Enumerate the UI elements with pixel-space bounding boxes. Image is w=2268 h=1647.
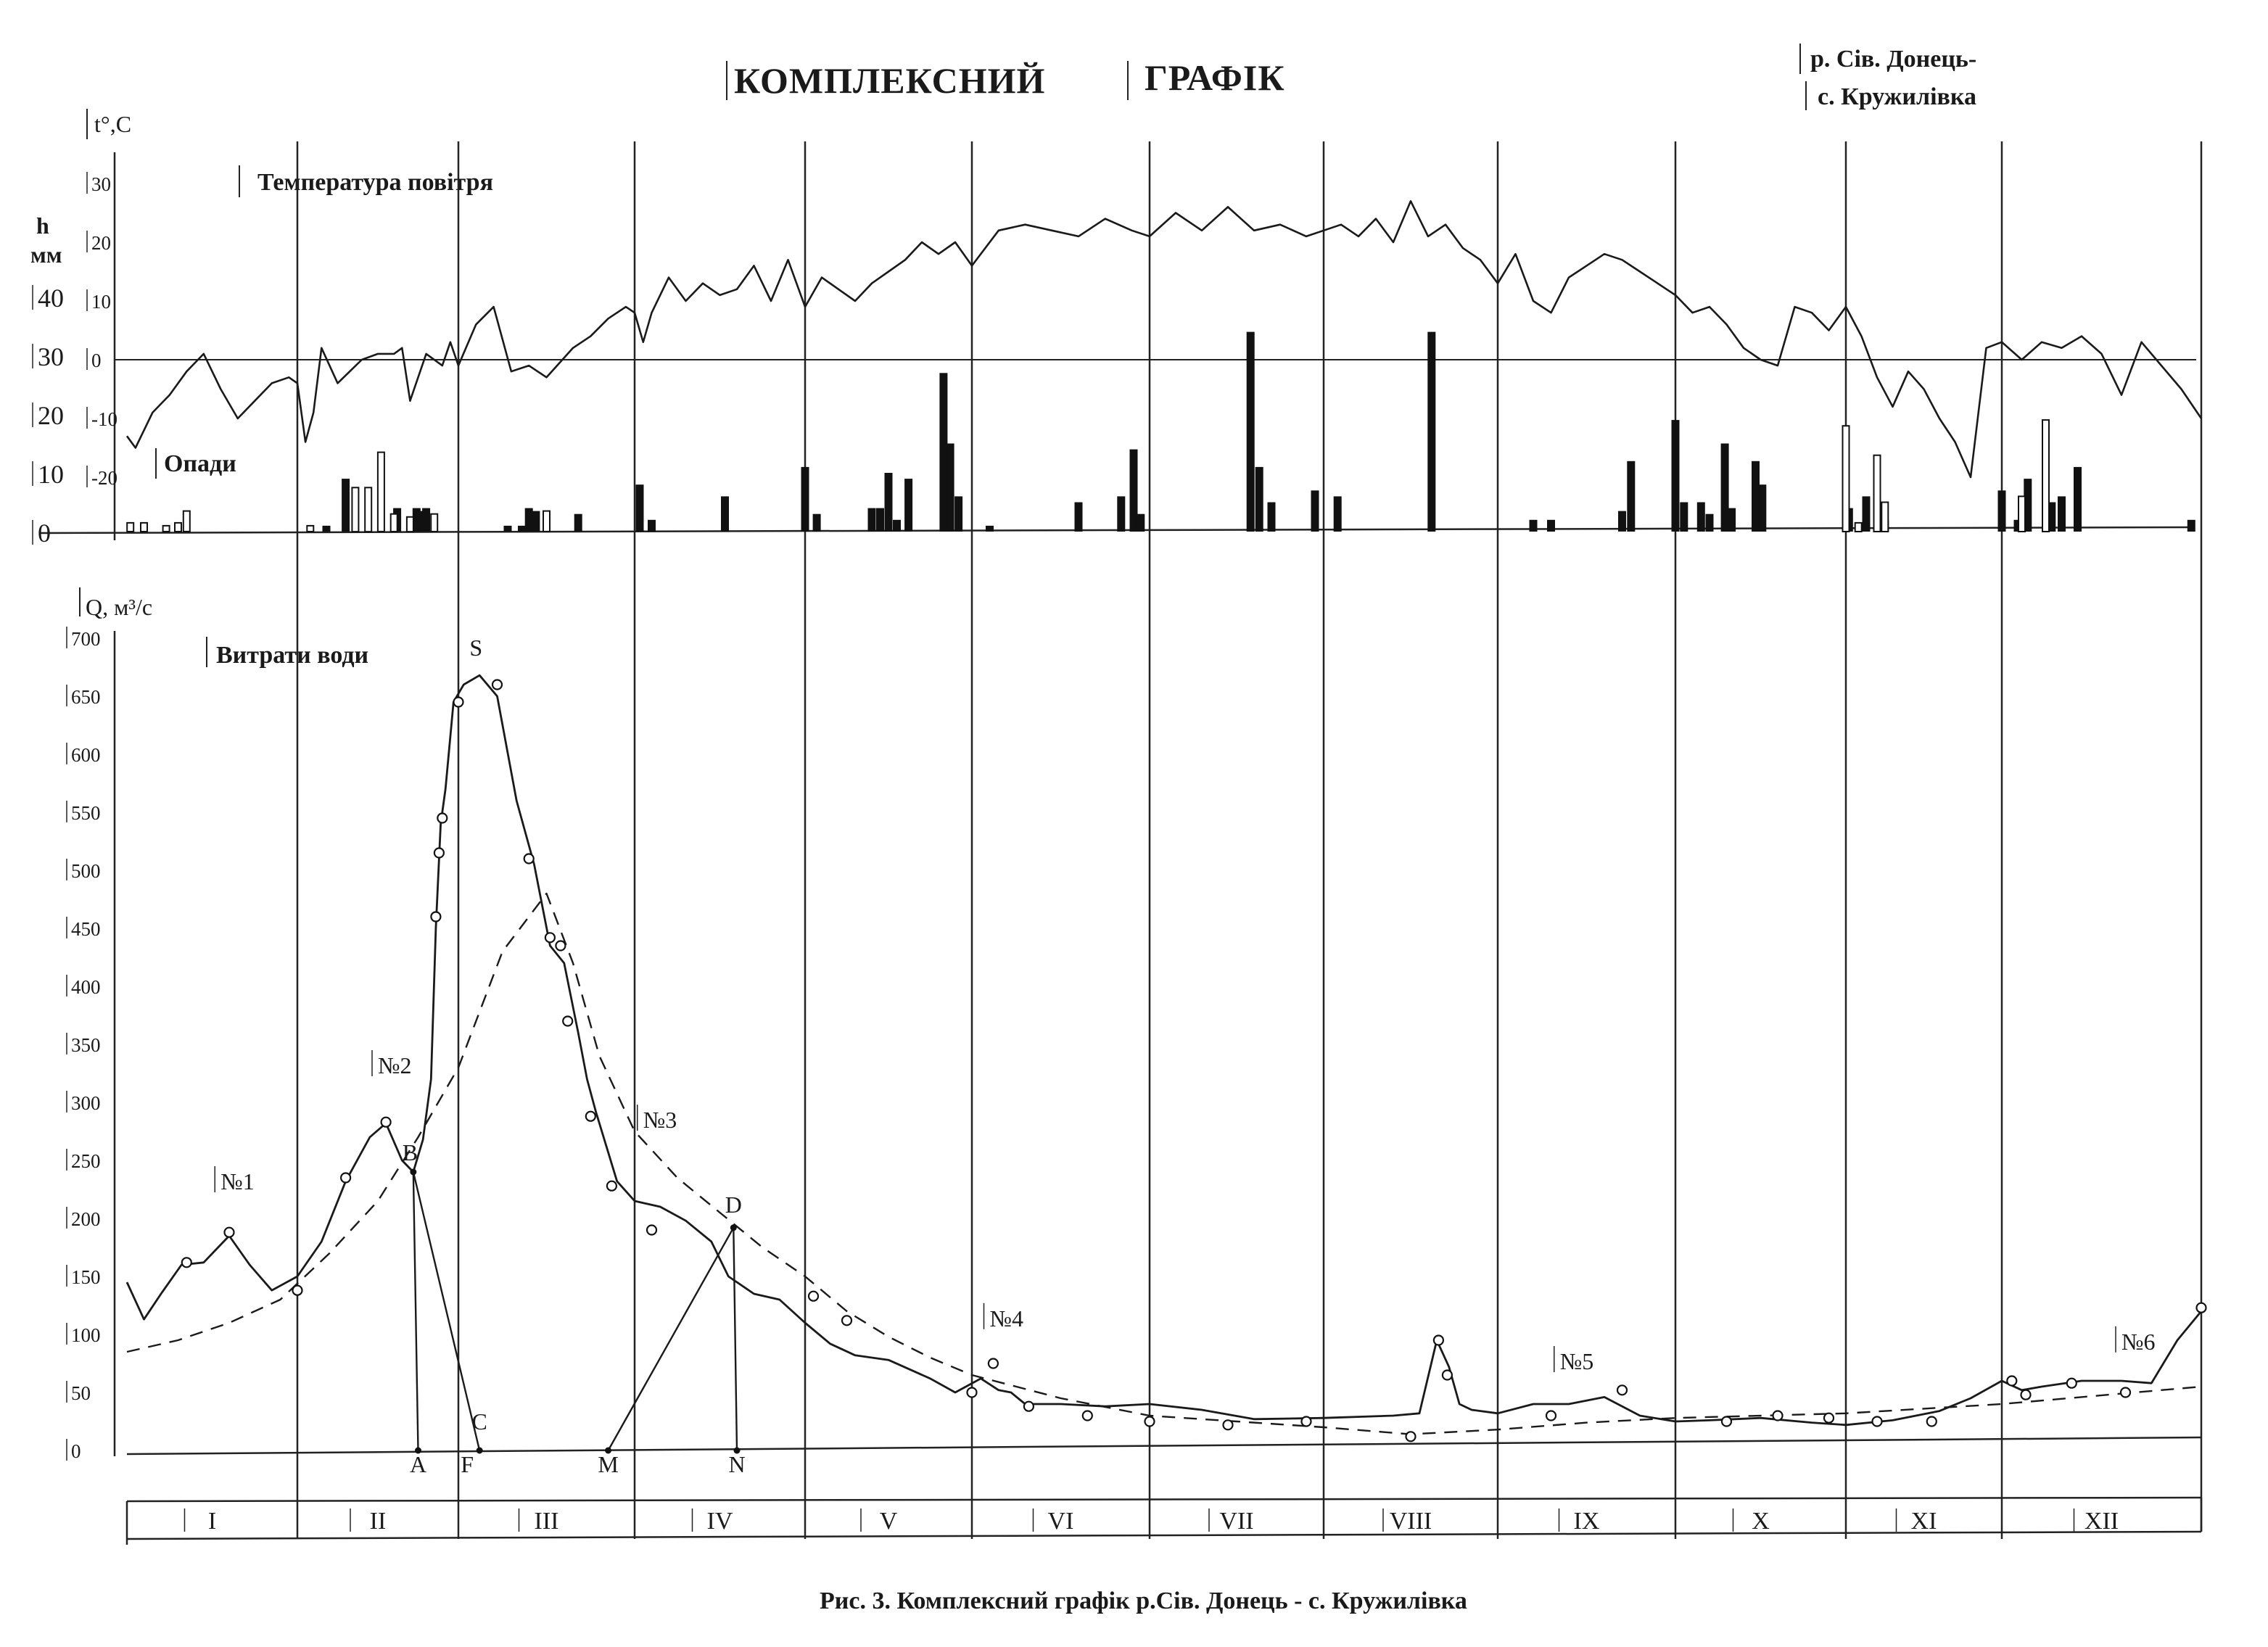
observed-point (434, 849, 444, 858)
discharge-tick-label: 0 (71, 1440, 81, 1462)
observed-point (492, 680, 502, 690)
precip-bar-liquid (127, 523, 133, 532)
precip-bar-liquid (1874, 455, 1881, 532)
observed-point (2007, 1376, 2016, 1386)
discharge-tick-label: 50 (71, 1382, 91, 1404)
temperature-panel-label: Температура повітря (257, 169, 493, 196)
observed-points (182, 680, 2206, 1442)
figure-title-left: КОМПЛЕКСНИЙ (734, 60, 1046, 101)
annotation-label: F (461, 1451, 474, 1477)
precip-bar-solid (813, 514, 821, 532)
precip-bar-solid (504, 526, 512, 532)
month-band-top (127, 1498, 2201, 1501)
observed-point (182, 1258, 191, 1267)
precip-bar-solid (876, 508, 884, 532)
precip-bar-liquid (183, 511, 190, 532)
precip-bar-solid (986, 526, 994, 532)
observed-point (607, 1181, 617, 1191)
annotation-label: A (409, 1451, 427, 1477)
annotation-label: B (402, 1139, 418, 1165)
annotation-label: №2 (378, 1052, 412, 1078)
discharge-tick-label: 400 (71, 976, 101, 998)
precip-bar-solid (1075, 503, 1083, 532)
precip-bar-solid (1728, 508, 1736, 532)
observed-point (1406, 1432, 1416, 1441)
precip-bar-solid (1672, 420, 1680, 532)
precipitation-tick-label: 0 (38, 519, 51, 548)
observed-point (556, 941, 565, 951)
discharge-panel-label: Витрати води (216, 642, 369, 669)
temperature-line (127, 201, 2201, 477)
precip-bar-solid (1721, 444, 1729, 532)
precip-bar-solid (1530, 520, 1538, 532)
precip-bar-solid (1627, 461, 1635, 532)
discharge-tick-label: 550 (71, 802, 101, 824)
month-label: X (1752, 1508, 1770, 1535)
observed-point (1617, 1385, 1627, 1395)
observed-point (1443, 1371, 1452, 1380)
observed-point (842, 1316, 851, 1325)
separation-node (410, 1169, 416, 1176)
month-label: III (534, 1508, 559, 1535)
temperature-series (127, 201, 2201, 477)
precip-bar-solid (574, 514, 582, 532)
precip-bar-solid (2074, 467, 2082, 532)
discharge-tick-label: 650 (71, 686, 101, 708)
precip-bar-solid (1680, 503, 1688, 532)
month-label: II (369, 1508, 387, 1535)
temperature-tick-label: -10 (91, 408, 117, 430)
precip-bar-solid (1706, 514, 1714, 532)
precip-bar-solid (1334, 496, 1342, 532)
separation-line (733, 1228, 737, 1450)
precip-bar-solid (518, 526, 526, 532)
separation-line (609, 1228, 734, 1450)
discharge-tick-label: 100 (71, 1324, 101, 1346)
precip-bar-solid (721, 496, 729, 532)
month-labels (185, 1508, 2119, 1535)
precip-bar-liquid (543, 511, 550, 532)
observed-point (431, 912, 440, 922)
discharge-tick-label: 500 (71, 860, 101, 882)
discharge-tick-label: 200 (71, 1208, 101, 1230)
annotation-label: №5 (1559, 1348, 1594, 1374)
precip-bar-solid (422, 508, 430, 532)
precip-bar-solid (954, 496, 962, 532)
observed-point (1546, 1411, 1556, 1421)
precip-bar-liquid (407, 517, 413, 532)
discharge-tick-label: 450 (71, 918, 101, 940)
observed-point (1083, 1411, 1092, 1421)
precip-bar-solid (1117, 496, 1125, 532)
observed-point (2121, 1388, 2130, 1398)
separation-line (413, 1172, 418, 1450)
observed-point (2197, 1303, 2206, 1313)
observed-point (1434, 1336, 1443, 1345)
discharge-ticks (67, 627, 101, 1462)
precip-bar-liquid (1881, 503, 1888, 532)
river-station-line1: р. Сів. Донець- (1810, 46, 1977, 73)
discharge-series (127, 675, 2201, 1434)
precip-bar-liquid (1843, 426, 1850, 532)
month-label: XI (1910, 1508, 1937, 1535)
separation-node (730, 1224, 737, 1231)
precipitation-tick-label: 40 (38, 284, 64, 313)
observed-point (545, 933, 555, 942)
temperature-tick-label: 0 (91, 350, 102, 371)
precip-bar-solid (342, 479, 350, 532)
annotation-label: №6 (2121, 1328, 2156, 1355)
discharge-tick-label: 300 (71, 1092, 101, 1114)
observed-point (1145, 1417, 1155, 1427)
month-band-bottom (127, 1532, 2201, 1539)
observed-point (1224, 1420, 1233, 1429)
precip-bar-solid (525, 508, 533, 532)
observed-point (1722, 1417, 1731, 1427)
precip-bar-solid (947, 444, 954, 532)
figure-title-right: ГРАФІК (1145, 57, 1285, 98)
month-label: VII (1219, 1508, 1254, 1535)
observed-point (2067, 1379, 2077, 1388)
temperature-tick-label: -20 (91, 467, 117, 489)
precip-bar-liquid (352, 487, 358, 532)
observed-point (563, 1017, 572, 1026)
precip-bar-liquid (378, 453, 384, 532)
precip-bar-solid (648, 520, 656, 532)
precip-bar-liquid (141, 523, 147, 532)
precip-bar-solid (1130, 450, 1138, 532)
month-label: XII (2084, 1508, 2119, 1535)
precip-bar-liquid (2042, 420, 2049, 532)
month-label: VIII (1389, 1508, 1432, 1535)
hydrograph-separation-lines (410, 1169, 740, 1454)
precip-bar-solid (801, 467, 809, 532)
observed-point (437, 814, 447, 823)
discharge-tick-label: 700 (71, 628, 101, 650)
hydrograph-line (127, 675, 2201, 1425)
figure-caption: Рис. 3. Комплексний графік р.Сів. Донець - с. Кружилівка (820, 1588, 1467, 1614)
observed-point (989, 1359, 998, 1369)
observed-point (293, 1286, 302, 1295)
annotation-label: №3 (643, 1107, 677, 1134)
month-label: IX (1573, 1508, 1600, 1535)
temperature-ticks (87, 172, 117, 489)
discharge-zero-line (127, 1437, 2201, 1454)
observed-point (454, 698, 463, 707)
temperature-tick-label: 10 (91, 291, 111, 313)
annotation-label: M (598, 1451, 619, 1477)
precip-bar-solid (1311, 490, 1319, 532)
precip-bar-solid (1255, 467, 1263, 532)
observed-point (225, 1228, 234, 1237)
month-label: I (207, 1508, 217, 1535)
precip-bar-liquid (163, 526, 170, 532)
precip-axis-title-h: h (36, 212, 49, 239)
precip-bar-solid (1247, 332, 1255, 532)
observed-point (2021, 1390, 2031, 1400)
temperature-axis-title: t°,C (94, 111, 132, 137)
river-station-line2: с. Кружилівка (1818, 83, 1976, 110)
precip-bar-solid (1137, 514, 1145, 532)
precipitation-tick-label: 30 (38, 342, 64, 371)
observed-point (809, 1292, 818, 1301)
precip-bar-solid (1697, 503, 1705, 532)
precip-bar-liquid (2018, 496, 2025, 532)
discharge-annotations (215, 635, 2155, 1477)
discharge-tick-label: 250 (71, 1150, 101, 1172)
observed-point (1024, 1402, 1034, 1411)
precip-bar-solid (532, 511, 540, 532)
observed-point (586, 1112, 595, 1121)
precip-bar-solid (904, 479, 912, 532)
precip-bar-liquid (175, 523, 181, 532)
precip-bar-solid (1863, 496, 1871, 532)
precip-bar-liquid (307, 526, 313, 532)
precip-bar-solid (636, 484, 644, 532)
annotation-label: N (728, 1451, 746, 1477)
observed-point (524, 854, 534, 864)
precip-bar-solid (2058, 496, 2066, 532)
separation-line (413, 1172, 479, 1450)
observed-point (1927, 1417, 1937, 1427)
precip-bar-liquid (1855, 523, 1862, 532)
baseflow-dashed-line (127, 893, 2201, 1435)
observed-point (1873, 1417, 1882, 1427)
precip-bar-solid (868, 508, 876, 532)
annotation-label: №1 (220, 1168, 255, 1194)
observed-point (968, 1388, 977, 1398)
precip-bar-solid (1268, 503, 1276, 532)
observed-point (1773, 1411, 1783, 1421)
precip-bar-solid (885, 473, 893, 532)
discharge-tick-label: 350 (71, 1034, 101, 1056)
observed-point (1824, 1413, 1834, 1423)
annotation-label: C (471, 1408, 487, 1435)
temperature-tick-label: 30 (91, 173, 111, 195)
discharge-tick-label: 150 (71, 1266, 101, 1288)
precip-bar-solid (893, 520, 901, 532)
precip-bar-solid (1547, 520, 1555, 532)
precip-bar-liquid (365, 487, 371, 532)
precipitation-ticks (33, 284, 64, 548)
precipitation-panel-label: Опади (164, 450, 236, 477)
annotation-label: S (469, 635, 483, 661)
precip-bar-solid (1758, 484, 1766, 532)
observed-point (1302, 1417, 1311, 1427)
observed-point (382, 1118, 391, 1127)
discharge-axis-title: Q, м³/с (86, 594, 153, 620)
month-label: VI (1047, 1508, 1074, 1535)
precip-bar-solid (1618, 511, 1626, 532)
precip-bar-solid (2187, 520, 2195, 532)
precip-bar-solid (1427, 332, 1435, 532)
precipitation-tick-label: 20 (38, 401, 64, 430)
precip-bar-solid (1998, 490, 2006, 532)
separation-node (477, 1448, 483, 1454)
precip-bar-liquid (431, 514, 437, 532)
annotation-label: №4 (989, 1305, 1024, 1332)
annotation-label: D (725, 1192, 742, 1218)
discharge-tick-label: 600 (71, 744, 101, 766)
month-label: IV (706, 1508, 733, 1535)
precip-bar-liquid (391, 514, 397, 532)
temperature-tick-label: 20 (91, 232, 111, 254)
observed-point (647, 1226, 656, 1235)
precip-axis-title-mm: мм (30, 242, 62, 268)
precipitation-tick-label: 10 (38, 460, 64, 489)
precip-bar-solid (323, 526, 331, 532)
month-label: V (879, 1508, 898, 1535)
observed-point (341, 1173, 350, 1183)
